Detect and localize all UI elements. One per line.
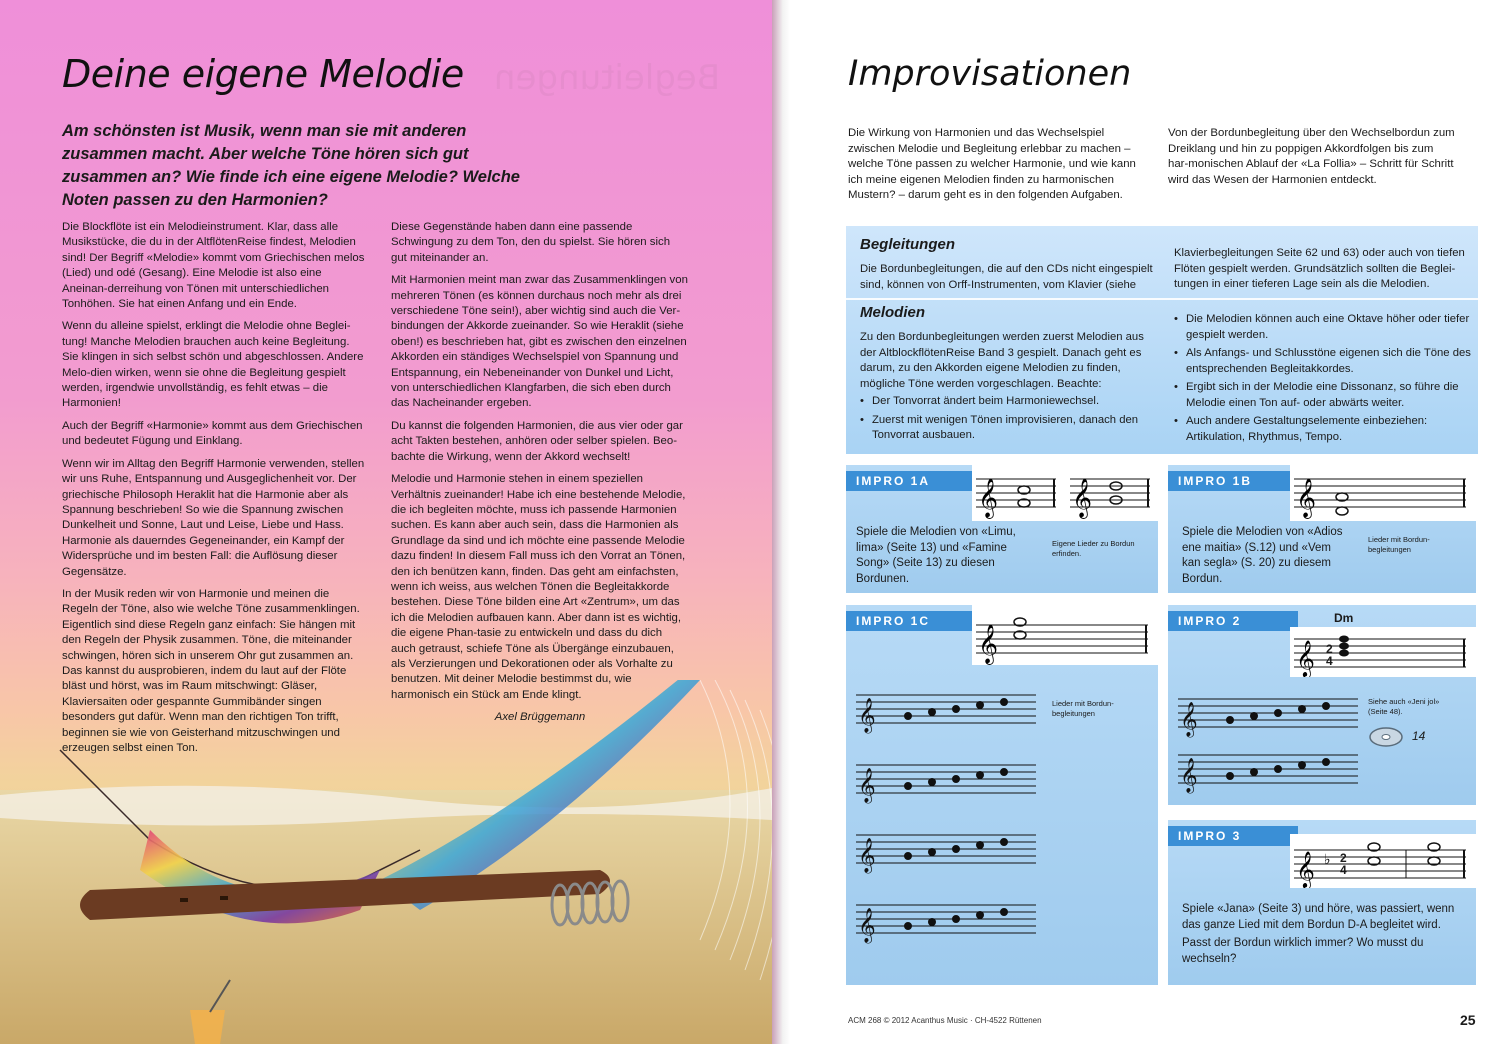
svg-text:𝄞: 𝄞 xyxy=(1072,478,1093,518)
time-signature xyxy=(1326,643,1333,667)
impro-1b-label: IMPRO 1B xyxy=(1168,471,1298,491)
list-item: • Der Tonvorrat ändert beim Harmoniewechsel. xyxy=(860,394,1160,410)
author-signature: Axel Brüggemann xyxy=(494,711,586,724)
impro-1c-staff xyxy=(972,605,1158,665)
impro-3-text-2: Passt der Bordun wirklich immer? Wo musst du wechseln? xyxy=(1182,937,1424,965)
paragraph: Mit Harmonien meint man zwar das Zusammenklingen von mehreren Tönen (es können durchaus noch mehr als drei verschiedene Töne sein!), aber wichtig sind auch die Ver-bindungen der Akkorde zueinander. So wie Heraklit (siehe oben!) es beschrieben hat, gibt es zwischen den einzelnen Akkorden ein ständiges Wechselspiel von Spannung und Entspannung, ein Nebeneinander von Dunkel und Licht, von unterschiedlichen Klangfarben, die sich eben durch das Nacheinander ergeben. xyxy=(391,274,688,410)
hammock-illustration xyxy=(0,680,772,1044)
impro-3-box xyxy=(1168,820,1476,985)
right-page xyxy=(790,0,1500,1044)
impro-1a-box xyxy=(846,465,1158,593)
begleitungen-text-2: Klavierbegleitungen Seite 62 und 63) oder auch von tiefen Flöten gespielt werden. Grundsätzlich sollten die Beglei-tungen in einer tieferen Lage sein als die Melodien. xyxy=(1174,247,1465,290)
footer-imprint: ACM 268 © 2012 Acanthus Music · CH-4522 Rüttenen xyxy=(848,1016,1042,1025)
time-bottom: 4 xyxy=(1340,863,1347,877)
list-item: • Auch andere Gestaltungselemente einbeziehen: Artikulation, Rhythmus, Tempo. xyxy=(1174,414,1472,445)
time-bottom: 4 xyxy=(1326,654,1333,668)
impro-3-label: IMPRO 3 xyxy=(1168,826,1298,846)
impro-2-aside: Siehe auch «Jeni jol» (Seite 48). xyxy=(1368,697,1440,716)
paragraph: Melodie und Harmonie stehen in einem speziellen Verhältnis zueinander! Habe ich eine bestehende Melodie, die ich begleiten möchte, muss ich passende Harmonien suchen. Es kann aber auch sein, dass die Harmonien als Grundlage da sind und ich möchte eine passende Melodie dazu finden! In diesem Fall muss ich den Vorrat an Tönen, den ich benützen kann, finden. Das geht am einfachsten, wenn ich weiss, aus welchen Tönen die Begleitakkorde bestehen. Diese Töne bilden eine Art «Zentrum», um das ich die Melodien aufbauen kann. Aber dann ist es wichtig, die eigene Phan-tasie zu entwickeln und dass du dich auch getraust, schiefe Töne als Übergänge einzubauen, als Verzierungen und Dekorationen oder als Vorhalte zu benutzen. Mit deiner Melodie bestimmst du, wie harmonisch ein Stück am Ende klingt. xyxy=(391,473,686,701)
svg-text:𝄞: 𝄞 xyxy=(858,838,876,873)
impro-1b-staff xyxy=(1290,465,1476,521)
paragraph: Du kannst die folgenden Harmonien, die aus vier oder gar acht Takten bestehen, anhören oder selber spielen. Beo-bachte die Wirkung, wenn der Akkord wechselt! xyxy=(391,419,683,463)
list-item: • Die Melodien können auch eine Oktave höher oder tiefer gespielt werden. xyxy=(1174,312,1472,343)
paragraph: Die Blockflöte ist ein Melodieinstrument. Klar, dass alle Musikstücke, die du in der AltflötenReise findest, Melodien sind! Der Begriff «Melodie» kommt vom Griechischen melos (Lied) und odé (Gesang). Eine Melodie ist also eine Aneinan-derreihung von Tönen mit unterschiedlichen Tonhöhen. Sie hat einen Anfang und ein Ende. xyxy=(62,221,365,311)
impro-1c-label: IMPRO 1C xyxy=(846,611,976,631)
melodien-bullets-right xyxy=(1174,312,1472,448)
text-column-2 xyxy=(391,220,689,733)
ghost-title: Begleitungen xyxy=(494,58,721,98)
melodien-heading: Melodien xyxy=(860,304,926,321)
svg-text:𝄞: 𝄞 xyxy=(1296,850,1315,888)
svg-text:𝄞: 𝄞 xyxy=(858,768,876,803)
track-number: 14 xyxy=(1412,729,1426,743)
impro-2-label: IMPRO 2 xyxy=(1168,611,1298,631)
svg-text:𝄞: 𝄞 xyxy=(858,698,876,733)
svg-text:𝄞: 𝄞 xyxy=(1180,758,1198,793)
cd-icon xyxy=(1368,725,1408,749)
impro-1a-aside: Eigene Lieder zu Bordun erfinden. xyxy=(1052,539,1135,558)
time-top: 2 xyxy=(1326,642,1333,656)
paragraph: In der Musik reden wir von Harmonie und meinen die Regeln der Töne, also wie welche Töne zusammenklingen. Eigentlich sind diese Regeln ganz einfach: Sie hängen mit den Regeln der Physik zusammen. Töne, die miteinander schwingen, hören sich in unserem Ohr gut zusammen an. Das kannst du ausprobieren, indem du laut auf der Flöte bläst und hörst, was im Raum mitschwingt: Gläser, Klaviersaiten oder gespannte Gummibänder singen besonders gut dafür. Wenn man den richtigen Ton trifft, beginnen sie wie von Geisterhand mitzuschwingen und erzeugen selbst einen Ton. xyxy=(62,587,360,754)
impro-3-staff xyxy=(1290,834,1476,888)
impro-1b-text: Spiele die Melodien von «Adios ene maitia» (S.12) und «Vem kan segla» (S. 20) zu diesem Bordun. xyxy=(1182,526,1343,585)
melodien-text: Zu den Bordunbegleitungen werden zuerst Melodien aus der AltblockflötenReise Band 3 gespielt. Danach geht es darum, zu den Akkorden eigene Melodien zu finden, mögliche Töne werden vorgeschlagen. Beachte: xyxy=(860,331,1144,390)
impro-1a-staff xyxy=(972,465,1158,521)
impro-1a-text: Spiele die Melodien von «Limu, lima» (Seite 13) und «Famine Song» (Seite 13) zu diesen Bordunen. xyxy=(856,526,1016,585)
impro-2-box xyxy=(1168,605,1476,805)
svg-text:𝄞: 𝄞 xyxy=(1180,702,1198,737)
begleitungen-heading: Begleitungen xyxy=(860,236,956,253)
impro-1c-aside: Lieder mit Bordun-begleitungen xyxy=(1052,699,1114,718)
page-title-left: Deine eigene Melodie xyxy=(62,52,464,96)
svg-text:𝄞: 𝄞 xyxy=(858,908,876,943)
chord-symbol: Dm xyxy=(1334,611,1354,625)
lead-paragraph: Am schönsten ist Musik, wenn man sie mit anderen zusammen macht. Aber welche Töne hören sich gut zusammen an? Wie finde ich eine eigene Melodie? Welche Noten passen zu den Harmonien? xyxy=(62,122,520,209)
impro-2-note-scales xyxy=(1178,689,1364,799)
impro-3-text-1: Spiele «Jana» (Seite 3) und höre, was passiert, wenn das ganze Lied mit dem Bordun D-A begleitet wird. xyxy=(1182,903,1455,931)
list-item: • Zuerst mit wenigen Tönen improvisieren, danach den Tonvorrat ausbauen. xyxy=(860,413,1160,444)
impro-1a-label: IMPRO 1A xyxy=(846,471,976,491)
list-item: • Ergibt sich in der Melodie eine Dissonanz, so führe die Melodie einen Ton auf- oder abwärts weiter. xyxy=(1174,380,1472,411)
melodien-bullets-left xyxy=(860,394,1160,447)
page-title-right: Improvisationen xyxy=(848,54,1132,94)
svg-text:𝄞: 𝄞 xyxy=(978,624,999,664)
paragraph: Wenn du alleine spielst, erklingt die Melodie ohne Beglei-tung! Manche Melodien brauchen auch keine Begleitung. Sie klingen in sich selbst schön und abgeschlossen. Andere Melo-dien wirken, wenn sie ohne die Begleitung gespielt werden, irgendwie unvollständig, es fehlt etwas – die Harmonien! xyxy=(62,320,364,410)
impro-1b-aside: Lieder mit Bordun-begleitungen xyxy=(1368,535,1430,554)
paragraph: Auch der Begriff «Harmonie» kommt aus dem Griechischen und bedeutet Fügung und Einklang. xyxy=(62,419,363,448)
impro-1c-box xyxy=(846,605,1158,985)
list-item: • Als Anfangs- und Schlusstöne eigenen sich die Töne des entsprechenden Begleitakkordes. xyxy=(1174,346,1472,377)
svg-text:𝄞: 𝄞 xyxy=(978,478,999,518)
box-divider xyxy=(846,298,1478,300)
svg-text:𝄞: 𝄞 xyxy=(1296,478,1317,518)
impro-1c-note-scales xyxy=(856,685,1042,975)
svg-text:♭: ♭ xyxy=(1324,852,1331,868)
svg-text:𝄞: 𝄞 xyxy=(1296,639,1315,677)
intro-paragraph-1: Die Wirkung von Harmonien und das Wechselspiel zwischen Melodie und Begleitung erlebbar zu machen – welche Töne passen zu welcher Harmonie, und wie kann ich meine eigenen Melodien finden zu harmonischen Mustern? – darum geht es in den folgenden Aufgaben. xyxy=(848,127,1136,202)
intro-paragraph-2: Von der Bordunbegleitung über den Wechselbordun zum Dreiklang und hin zu poppigen Akkordfolgen bis zum har-monischen Ablauf der «La Follia» – Schritt für Schritt wird das Wesen der Harmonien entdeckt. xyxy=(1168,127,1455,186)
book-gutter xyxy=(772,0,790,1044)
info-box xyxy=(846,226,1478,454)
begleitungen-text-1: Die Bordunbegleitungen, die auf den CDs nicht eingespielt sind, können von Orff-Instrumenten, vom Klavier (siehe xyxy=(860,263,1153,291)
paragraph: Diese Gegenstände haben dann eine passende Schwingung zu dem Ton, den du spielst. Sie hören sich gut miteinander an. xyxy=(391,221,671,264)
time-top: 2 xyxy=(1340,851,1347,865)
paragraph: Wenn wir im Alltag den Begriff Harmonie verwenden, stellen wir uns Ruhe, Entspannung und Ausgeglichenheit vor. Der griechische Philosoph Heraklit hat die Harmonie aber als Spannung beschrieben! So wie die Spannung zwischen Dunkelheit und Sonne, Laut und Leise, Liebe und Hass. Harmonie als dauerndes Gegeneinander, ein Kampf der Widersprüche und im besten Fall: die Auflösung dieser Gegensätze. xyxy=(62,457,365,578)
impro-2-staff xyxy=(1290,627,1476,677)
time-signature xyxy=(1340,852,1347,876)
page-number: 25 xyxy=(1460,1012,1476,1028)
impro-1b-box xyxy=(1168,465,1476,593)
